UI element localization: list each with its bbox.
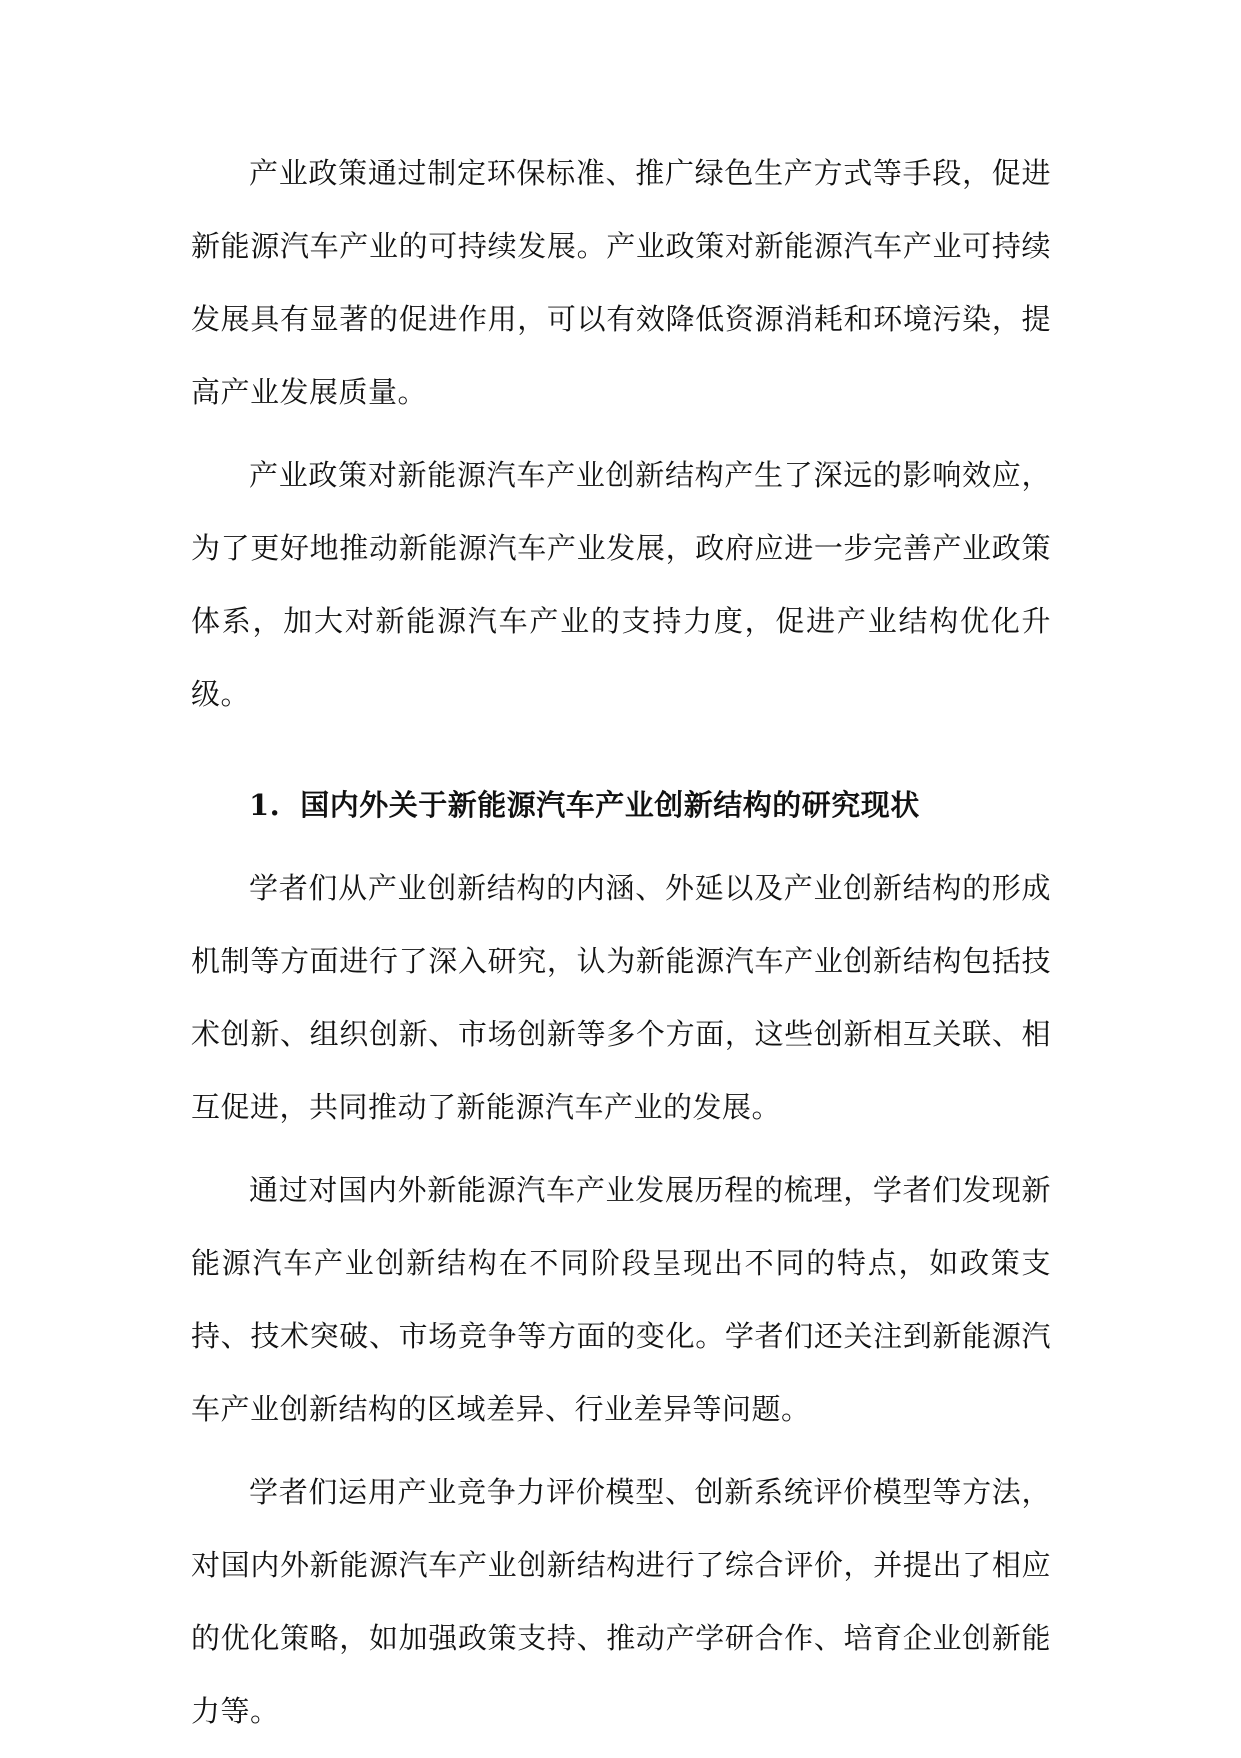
section-heading (191, 769, 1051, 842)
paragraph-policy-effects: 产业政策对新能源汽车产业创新结构产生了深远的影响效应，为了更好地推动新能源汽车产业发展，政府应进一步完善产业政策体系，加大对新能源汽车产业的支持力度，促进产业结构优化升级。 (191, 458, 1051, 711)
paragraph-research-connotation: 学者们从产业创新结构的内涵、外延以及产业创新结构的形成机制等方面进行了深入研究，认为新能源汽车产业创新结构包括技术创新、组织创新、市场创新等多个方面，这些创新相互关联、相互促进，共同推动了新能源汽车产业的发展。 (191, 871, 1051, 1124)
paragraph-development-history: 通过对国内外新能源汽车产业发展历程的梳理，学者们发现新能源汽车产业创新结构在不同阶段呈现出不同的特点，如政策支持、技术突破、市场竞争等方面的变化。学者们还关注到新能源汽车产业创新结构的区域差异、行业差异等问题。 (191, 1173, 1051, 1426)
section-number: 1. (249, 788, 281, 822)
paragraph-sustainable-development: 产业政策通过制定环保标准、推广绿色生产方式等手段，促进新能源汽车产业的可持续发展。产业政策对新能源汽车产业可持续发展具有显著的促进作用，可以有效降低资源消耗和环境污染，提高产业发展质量。 (191, 156, 1051, 409)
paragraph-evaluation-models: 学者们运用产业竞争力评价模型、创新系统评价模型等方法，对国内外新能源汽车产业创新结构进行了综合评价，并提出了相应的优化策略，如加强政策支持、推动产学研合作、培育企业创新能力等。 (191, 1475, 1051, 1728)
document-body (191, 137, 1051, 1758)
section-title: 国内外关于新能源汽车产业创新结构的研究现状 (300, 788, 920, 822)
